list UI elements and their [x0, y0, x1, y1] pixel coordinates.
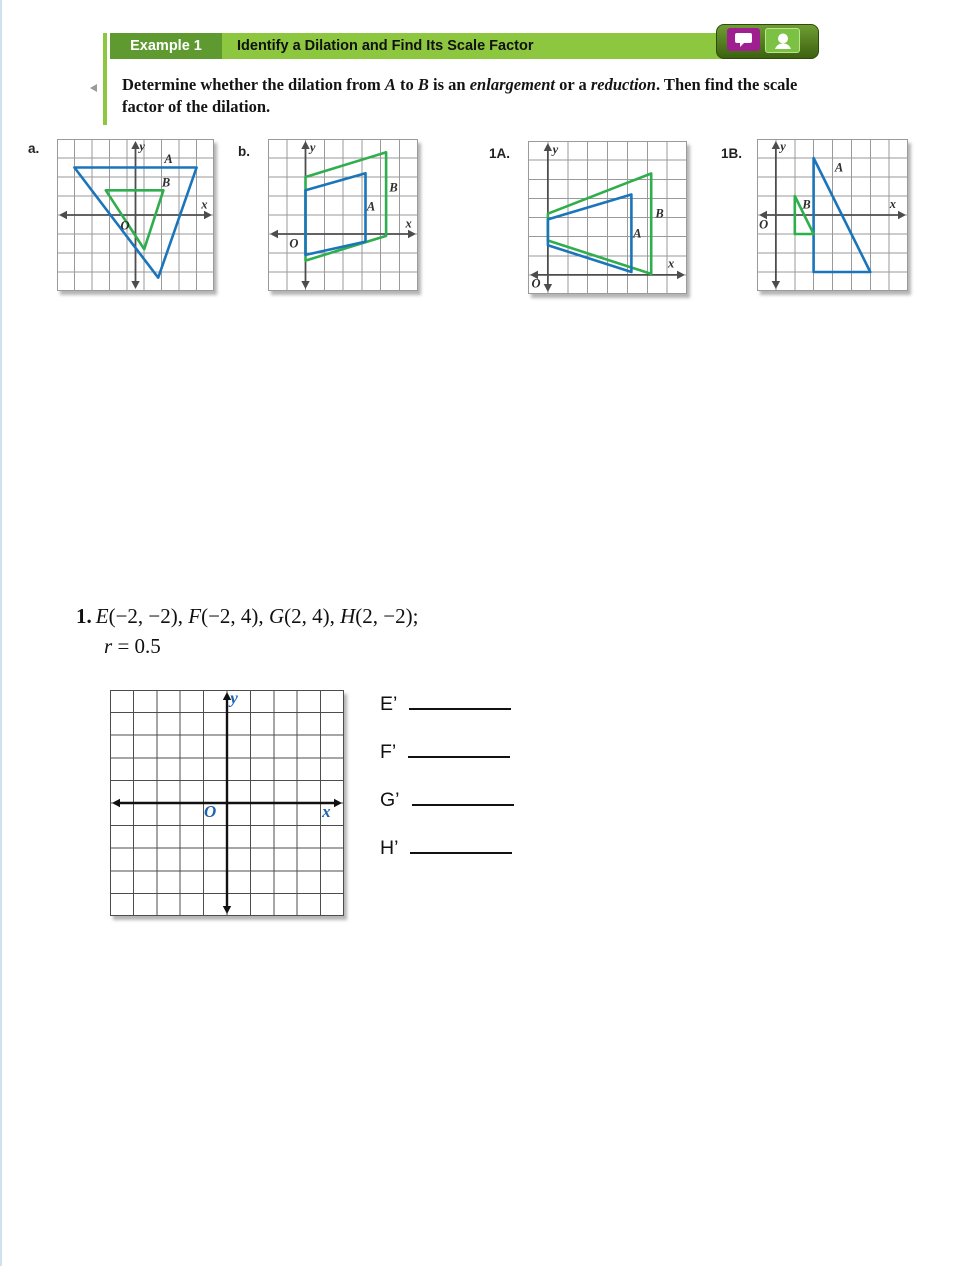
practice-grid-figure — [110, 690, 344, 916]
figure-a-grid — [57, 139, 214, 291]
label-A: A — [633, 226, 642, 241]
header-icons-tab — [716, 24, 819, 59]
figure-1A-grid — [528, 141, 687, 294]
speech-bubble-glyph — [734, 32, 754, 48]
practice-grid — [110, 690, 344, 916]
example-number-box — [110, 33, 222, 59]
axis-arrowhead — [898, 211, 906, 219]
parallelogram-A — [306, 173, 366, 255]
problem-number: 1. — [76, 604, 92, 628]
origin-label: O — [204, 802, 217, 821]
page-edge-line — [0, 0, 2, 1266]
figure-label-1B: 1B. — [721, 146, 743, 161]
figure-1A — [528, 141, 687, 294]
instruction-text: Determine whether the dilation from A to B is an enlargement or a reduction. Then find the scale factor of the dilation. — [122, 75, 798, 116]
axis-arrowhead — [544, 143, 552, 151]
figure-b — [268, 139, 418, 291]
axis-arrowhead — [334, 799, 342, 807]
example-title: Identify a Dilation and Find Its Scale Factor — [237, 38, 534, 54]
problem-1-text — [76, 604, 418, 629]
label-B: B — [161, 175, 171, 190]
answer-row-H — [380, 832, 512, 862]
answer-blank-E — [409, 688, 511, 710]
label-B: B — [389, 180, 398, 195]
answer-row-F — [380, 736, 510, 766]
axis-arrowhead — [772, 141, 780, 149]
answer-label-E: E’ — [380, 693, 398, 715]
x-axis-label: x — [201, 197, 208, 212]
answer-label-H: H’ — [380, 837, 399, 859]
y-axis-label: y — [552, 142, 559, 157]
answer-label-G: G’ — [380, 789, 400, 811]
x-axis-label: x — [322, 802, 331, 821]
trapezoid-A — [548, 195, 632, 273]
axis-arrowhead — [677, 271, 685, 279]
label-A: A — [366, 199, 376, 214]
person-glyph — [773, 33, 793, 49]
figure-label-a: a. — [28, 141, 40, 156]
trapezoid-B — [548, 174, 651, 274]
example-number-label: Example 1 — [130, 38, 202, 54]
axis-arrowhead — [301, 281, 309, 289]
margin-arrow-icon — [90, 84, 97, 92]
axis-arrowhead — [131, 281, 139, 289]
speech-bubble-icon[interactable] — [727, 28, 760, 51]
answer-row-G — [380, 784, 514, 814]
answer-row-E — [380, 688, 511, 718]
figure-label-b: b. — [238, 144, 250, 159]
answer-blank-F — [408, 736, 510, 758]
origin-label: O — [289, 236, 299, 251]
axis-arrowhead — [223, 906, 231, 914]
figure-b-grid — [268, 139, 418, 291]
axis-arrowhead — [59, 211, 67, 219]
figure-a — [57, 139, 214, 291]
axis-arrowhead — [112, 799, 120, 807]
answer-blank-G — [412, 784, 514, 806]
axis-arrowhead — [204, 211, 212, 219]
axis-arrowhead — [270, 230, 278, 238]
person-icon[interactable] — [765, 28, 800, 53]
origin-label: O — [759, 217, 769, 232]
label-B: B — [802, 197, 811, 212]
axis-arrowhead — [301, 141, 309, 149]
y-axis-label: y — [139, 139, 145, 154]
axis-arrowhead — [544, 284, 552, 292]
origin-label: O — [531, 276, 541, 291]
figure-1B-grid — [757, 139, 908, 291]
x-axis-label: x — [889, 196, 897, 211]
label-A: A — [834, 160, 844, 175]
example-header-bar — [110, 33, 816, 59]
axis-arrowhead — [772, 281, 780, 289]
axis-arrowhead — [408, 230, 416, 238]
x-axis-label: x — [405, 216, 412, 231]
answer-blank-H — [410, 832, 512, 854]
origin-label: O — [120, 218, 130, 233]
y-axis-label: y — [780, 139, 786, 154]
problem-coordinates: E(−2, −2), F(−2, 4), G(2, 4), H(2, −2); — [95, 604, 419, 628]
y-axis-label: y — [230, 690, 238, 708]
problem-scale-factor: r = 0.5 — [104, 634, 161, 658]
figure-label-1A: 1A. — [489, 146, 511, 161]
x-axis-label: x — [667, 256, 675, 271]
y-axis-label: y — [309, 140, 316, 155]
label-A: A — [164, 151, 173, 166]
example-left-rule — [103, 33, 107, 125]
label-B: B — [655, 206, 664, 221]
answer-label-F: F’ — [380, 741, 397, 763]
figure-1B — [757, 139, 908, 291]
